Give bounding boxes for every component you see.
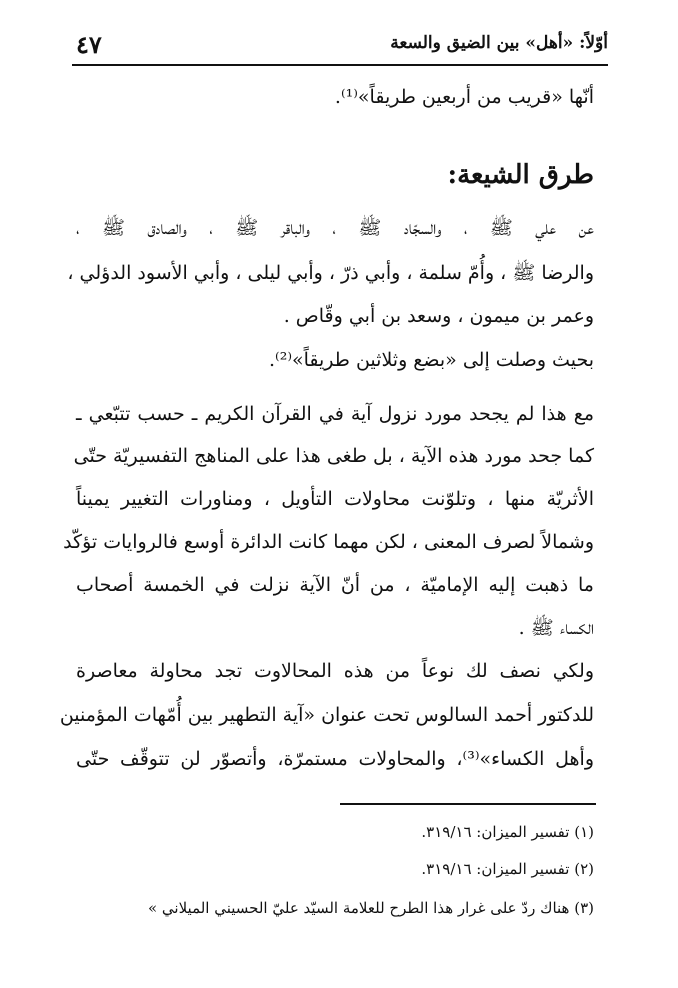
- paragraph-line: ما ذهبت إليه الإماميّة ، من أنّ الآية نزلت في الخمسة أصحاب: [76, 574, 594, 596]
- paragraph-line: للدكتور أحمد السالوس تحت عنوان «آية التطهير بين أُمّهات المؤمنين: [59, 704, 594, 726]
- paragraph-line: بحيث وصلت إلى «بضع وثلاثين طريقاً»⁽²⁾.: [268, 349, 594, 371]
- paragraph-line: وأهل الكساء»⁽³⁾، والمحاولات مستمرّة، وأتصوّر لن تتوقّف حتّى: [76, 748, 594, 770]
- page-number: ٤٧: [76, 30, 102, 59]
- paragraph-line: عن علي ﷺ ، والسجّاد ﷺ ، والباقر ﷺ ، والصادق ﷺ ،: [76, 217, 594, 239]
- paragraph-line: ولكي نصف لك نوعاً من هذه المحالاوت تجد محاولة معاصرة: [76, 660, 594, 682]
- paragraph-line: والرضا ﷺ ، وأُمّ سلمة ، وأبي ذرّ ، وأبي ليلى ، وأبي الأسود الدؤلي ،: [67, 262, 594, 284]
- page-header: [72, 30, 608, 66]
- paragraph-line: أنّها «قريب من أربعين طريقاً»⁽¹⁾.: [334, 86, 594, 108]
- paragraph-line: وعمر بن ميمون ، وسعد بن أبي وقّاص .: [283, 305, 594, 327]
- footnote-2: (٢) تفسير الميزان: ٣١٩/١٦.: [421, 860, 594, 878]
- running-title: أوّلاً: «أهل» بين الضيق والسعة: [390, 33, 608, 53]
- paragraph-line: وشمالاً لصرف المعنى ، لكن مهما كانت الدائرة أوسع فالروايات تؤكّد: [63, 531, 594, 553]
- paragraph-line: الكساء ﷺ .: [518, 617, 594, 639]
- paragraph-line: الأثريّة منها ، وتلوّنت محاولات التأويل ، ومناورات التغيير يميناً: [76, 488, 594, 510]
- section-heading: طرق الشيعة:: [447, 160, 594, 190]
- paragraph-line: مع هذا لم يجحد مورد نزول آية في القرآن الكريم ـ حسب تتبّعي ـ: [76, 403, 594, 425]
- footnote-3: (٣) هناك ردّ على غرار هذا الطرح للعلامة السيّد عليّ الحسيني الميلاني »: [147, 899, 594, 917]
- footnote-1: (١) تفسير الميزان: ٣١٩/١٦.: [421, 823, 594, 841]
- paragraph-line: كما جحد مورد هذه الآية ، بل طغى هذا على المناهج التفسيريّة حتّى: [73, 445, 594, 467]
- footnote-divider: [340, 803, 596, 805]
